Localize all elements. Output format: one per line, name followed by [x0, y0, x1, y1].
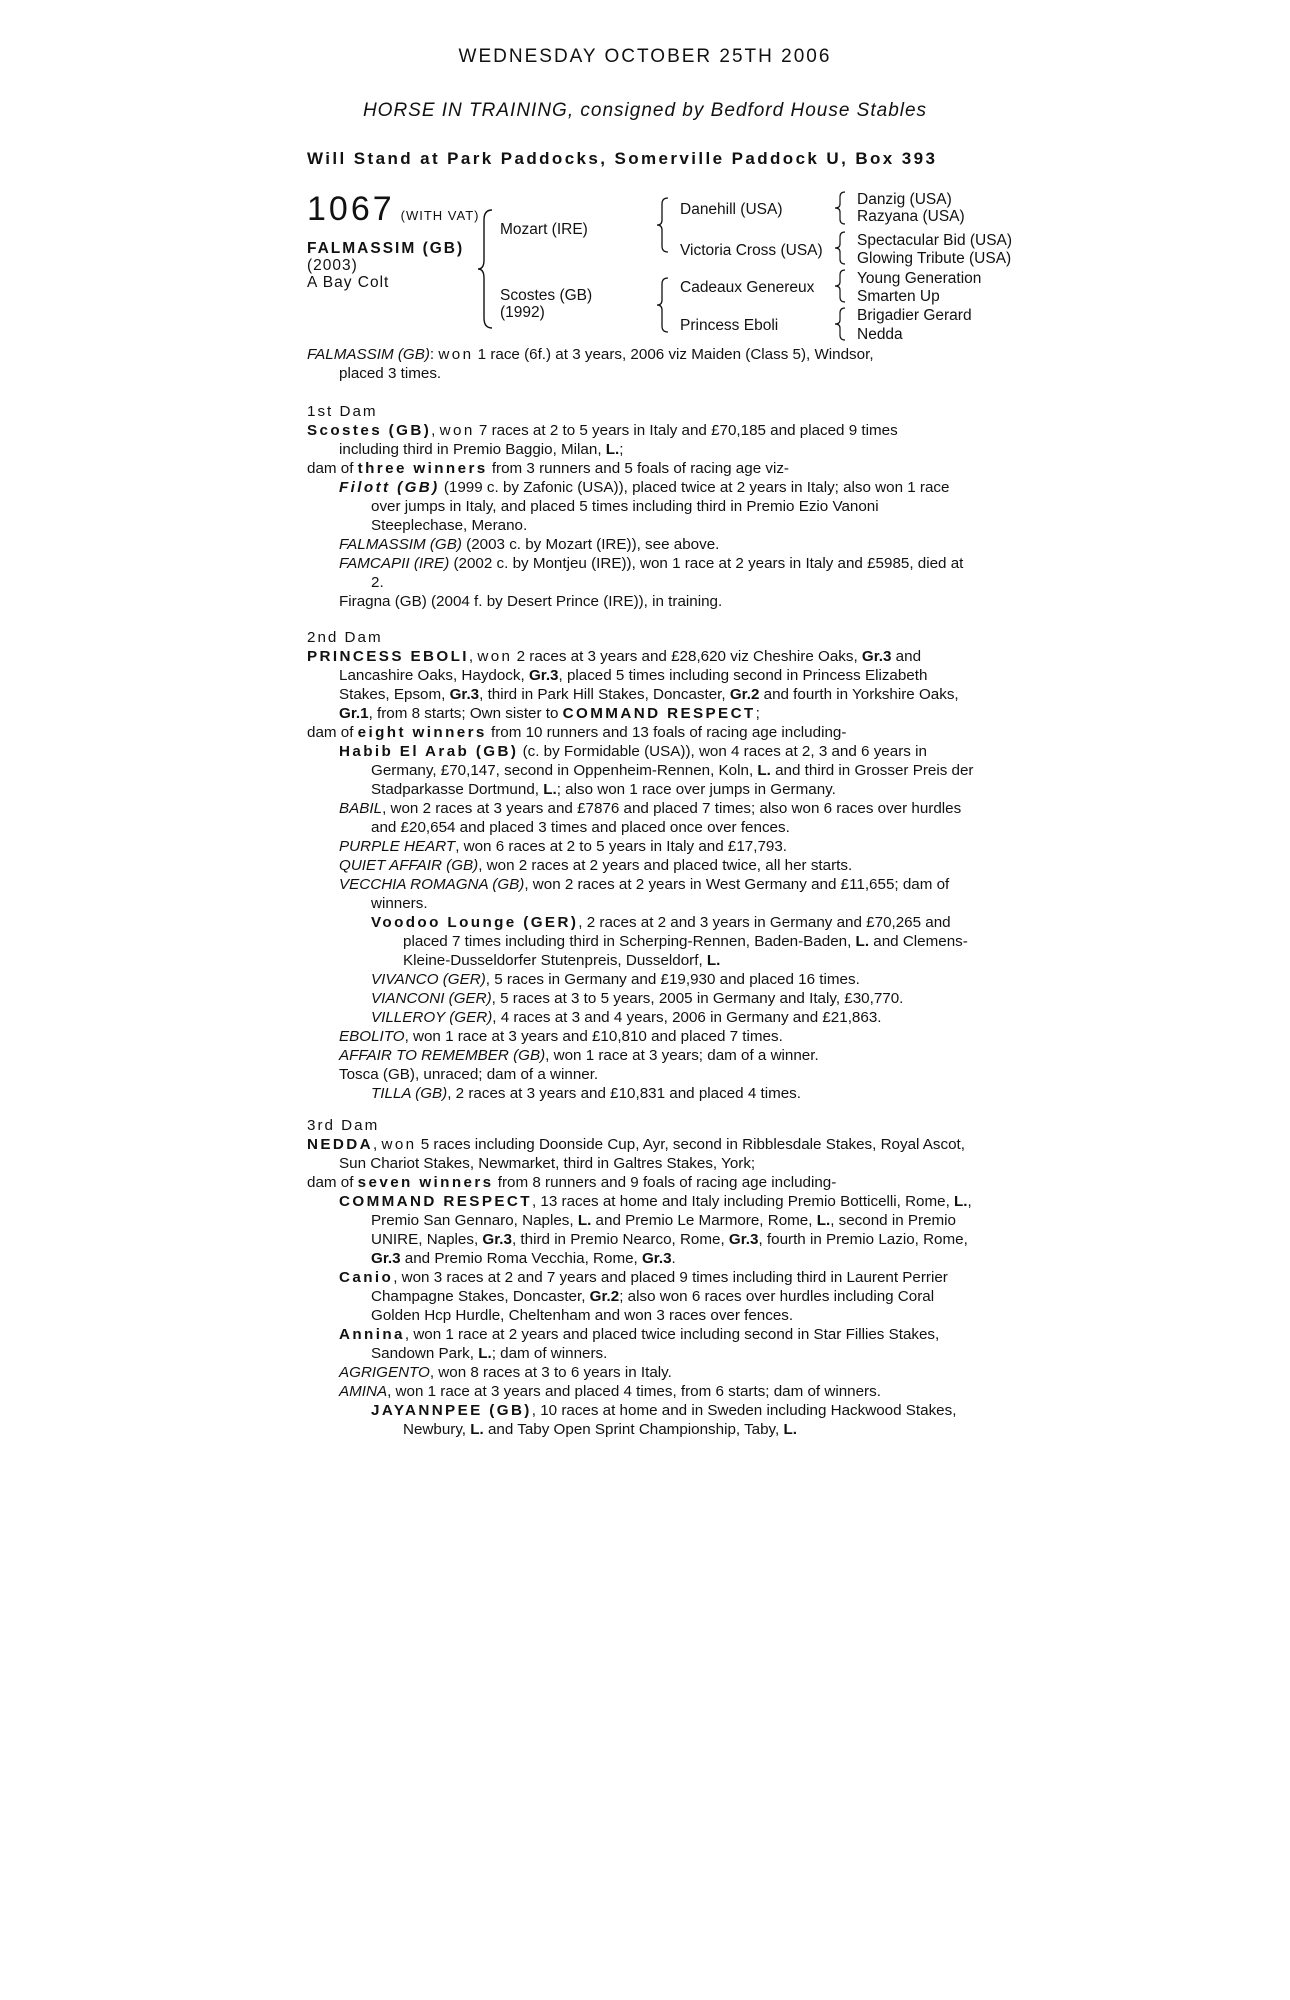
progeny-text: ; also won 6 races over hurdles including Coral Golden Hcp Hurdle, Cheltenham and won 3 races over fences.: [371, 1288, 935, 1324]
pedigree-brace-ds: [833, 268, 847, 304]
progeny-text: , won 8 races at 3 to 6 years in Italy.: [429, 1364, 672, 1381]
pedigree-sdd: Glowing Tribute (USA): [857, 250, 1012, 267]
progeny-text: , second in Premio UNIRE, Naples,: [371, 1212, 956, 1248]
dam-of-suffix: from 10 runners and 13 foals of racing age including-: [486, 724, 847, 741]
first-dam-name: Scostes (GB): [307, 422, 432, 439]
dam-of-prefix: dam of: [307, 460, 358, 477]
grade-mark: Gr.3: [371, 1250, 401, 1267]
progeny-text: , 13 races at home and Italy including Premio Botticelli, Rome,: [531, 1193, 955, 1210]
horse-name: FALMASSIM (GB): [307, 240, 465, 257]
lot-number: 1067: [307, 190, 395, 228]
dam-of-count: eight winners: [357, 724, 487, 741]
dam-text: , placed 5 times including second in Princess Elizabeth Stakes, Epsom,: [339, 667, 928, 703]
grade-mark: Gr.2: [729, 686, 760, 703]
horse-year: (2003): [307, 257, 358, 274]
progeny-name: EBOLITO: [339, 1028, 405, 1045]
progeny-text: and Premio Roma Vecchia, Rome,: [400, 1250, 642, 1267]
grand-progeny-text: , 2 races at 3 years and £10,831 and placed 4 times.: [447, 1085, 801, 1102]
progeny-text: , won 2 races at 2 years in West Germany and £11,655; dam of winners.: [371, 876, 950, 912]
listed-mark: L.: [855, 933, 870, 950]
progeny-text: , won 1 race at 3 years and placed 4 times, from 6 starts; dam of winners.: [387, 1383, 881, 1400]
dam-text: and Lancashire Oaks, Haydock,: [339, 648, 922, 684]
grand-progeny-text: , 5 races in Germany and £19,930 and placed 16 times.: [485, 971, 860, 988]
progeny-text: , won 2 races at 2 years and placed twice, all her starts.: [478, 857, 853, 874]
listed-mark: L.: [577, 1212, 592, 1229]
grade-mark: Gr.3: [482, 1231, 512, 1248]
progeny-name: VECCHIA ROMAGNA (GB): [339, 876, 525, 893]
progeny-text: , third in Premio Nearco, Rome,: [511, 1231, 729, 1248]
first-dam-text: 7 races at 2 to 5 years in Italy and £70,185 and placed 9 times: [474, 422, 898, 439]
pedigree-dss: Young Generation: [857, 270, 982, 287]
listed-mark: L.: [605, 441, 620, 458]
second-dam-heading: 2nd Dam: [307, 629, 383, 646]
horse-description: A Bay Colt: [307, 274, 390, 291]
dam-of-suffix: from 3 runners and 5 foals of racing age viz-: [487, 460, 789, 477]
dam-of-suffix: from 8 runners and 9 foals of racing age including-: [493, 1174, 837, 1191]
pedigree-dam-name: Scostes (GB): [500, 287, 593, 304]
grade-mark: Gr.3: [528, 667, 559, 684]
grand-progeny-text: , 2 races at 2 and 3 years in Germany and £70,265 and placed 7 times including third in Scherping-Rennen, Baden-Baden,: [403, 914, 951, 950]
horse-identity: [307, 240, 464, 291]
dam-of-prefix: dam of: [307, 724, 358, 741]
grade-mark: Gr.3: [641, 1250, 672, 1267]
listed-mark: L.: [706, 952, 721, 969]
progeny-entry: Tosca (GB), unraced; dam of a winner.: [339, 1066, 599, 1083]
summary-line1: 1 race (6f.) at 3 years, 2006 viz Maiden (Class 5), Windsor,: [473, 346, 874, 363]
progeny-name: AMINA: [339, 1383, 388, 1400]
progeny-text: , won 6 races at 2 to 5 years in Italy and £17,793.: [455, 838, 787, 855]
third-dam-section: 3rd Dam NEDDA, won 5 races including Doonside Cup, Ayr, second in Ribblesdale Stakes, Royal Ascot, Sun Chariot Stakes, Newmarket, third in Galtres Stakes, York; dam of seven winners from 8 runners and 9 foals of racing age including- COMMAND RESPECT, 13 races at home and Italy including Premio Botticelli, Rome, L., Premio San Gennaro, Naples, L. and Premio Le Marmore, Rome, L., second in Premio UNIRE, Naples, Gr.3, third in Premio Nearco, Rome, Gr.3, fourth in Premio Lazio, Rome, Gr.3 and Premio Roma Vecchia, Rome, Gr.3. Canio, won 3 races at 2 and 7 years and placed 9 times including third in Laurent Perrier Champagne Stakes, Doncaster, Gr.2; also won 6 races over hurdles including Coral Golden Hcp Hurdle, Cheltenham and won 3 races over fences. Annina, won 1 race at 2 years and placed twice including second in Star Fillies Stakes, Sandown Park, L.; dam of winners. AGRIGENTO, won 8 races at 3 to 6 years in Italy. AMINA, won 1 race at 3 years and placed 4 times, from 6 starts; dam of winners. JAYANNPEE (GB), 10 races at home and in Sweden including Hackwood Stakes, Newbury, L. and Taby Open Sprint Championship, Taby, L.: [307, 1116, 975, 1439]
progeny-name: Habib El Arab (GB): [339, 743, 519, 760]
grand-progeny-text: , 10 races at home and in Sweden including Hackwood Stakes, Newbury,: [403, 1402, 957, 1438]
progeny-text: and third in Grosser Preis der Stadparkasse Dortmund,: [371, 762, 974, 798]
pedigree-dsd: Smarten Up: [857, 288, 940, 305]
pedigree-dam-dam: Princess Eboli: [680, 317, 779, 334]
consignment-line: HORSE IN TRAINING, consigned by Bedford House Stables: [362, 100, 928, 121]
sister-name: COMMAND RESPECT: [562, 705, 756, 722]
first-dam-section: 1st Dam Scostes (GB), won 7 races at 2 to 5 years in Italy and £70,185 and placed 9 times including third in Premio Baggio, Milan, L.; dam of three winners from 3 runners and 5 foals of racing age viz- Filott (GB) (1999 c. by Zafonic (USA)), placed twice at 2 years in Italy; also won 1 race over jumps in Italy, and placed 5 times including third in Premio Ezio Vanoni Steeplechase, Merano. FALMASSIM (GB) (2003 c. by Mozart (IRE)), see above. FAMCAPII (IRE) (2002 c. by Montjeu (IRE)), won 1 race at 2 years in Italy and £5985, died at 2. Firagna (GB) (2004 f. by Desert Prince (IRE)), in training.: [307, 402, 975, 611]
grand-progeny-name: VIANCONI (GER): [371, 990, 492, 1007]
pedigree-dam: [500, 287, 592, 321]
pedigree-dds: Brigadier Gerard: [857, 307, 972, 324]
second-dam-section: 2nd Dam PRINCESS EBOLI, won 2 races at 3 years and £28,620 viz Cheshire Oaks, Gr.3 and Lancashire Oaks, Haydock, Gr.3, placed 5 times including second in Princess Elizabeth Stakes, Epsom, Gr.3, third in Park Hill Stakes, Doncaster, Gr.2 and fourth in Yorkshire Oaks, Gr.1, from 8 starts; Own sister to COMMAND RESPECT; dam of eight winners from 10 runners and 13 foals of racing age including- Habib El Arab (GB) (c. by Formidable (USA)), won 4 races at 2, 3 and 6 years in Germany, £70,147, second in Oppenheim-Rennen, Koln, L. and third in Grosser Preis der Stadparkasse Dortmund, L.; also won 1 race over jumps in Germany. BABIL, won 2 races at 3 years and £7876 and placed 7 times; also won 6 races over hurdles and £20,654 and placed 3 times and placed once over fences. PURPLE HEART, won 6 races at 2 to 5 years in Italy and £17,793. QUIET AFFAIR (GB), won 2 races at 2 years and placed twice, all her starts. VECCHIA ROMAGNA (GB), won 2 races at 2 years in West Germany and £11,655; dam of winners. Voodoo Lounge (GER), 2 races at 2 and 3 years in Germany and £70,265 and placed 7 times including third in Scherping-Rennen, Baden-Baden, L. and Clemens-Kleine-Dusseldorfer Stutenpreis, Dusseldorf, L. VIVANCO (GER), 5 races in Germany and £19,930 and placed 16 times. VIANCONI (GER), 5 races at 3 to 5 years, 2005 in Germany and Italy, £30,770. VILLEROY (GER), 4 races at 3 and 4 years, 2006 in Germany and £21,863. EBOLITO, won 1 race at 3 years and £10,810 and placed 7 times. AFFAIR TO REMEMBER (GB), won 1 race at 3 years; dam of a winner. Tosca (GB), unraced; dam of a winner. TILLA (GB), 2 races at 3 years and £10,831 and placed 4 times.: [307, 629, 974, 1102]
pedigree-sire-sire: Danehill (USA): [680, 201, 783, 218]
third-dam-heading: 3rd Dam: [307, 1117, 380, 1134]
grand-progeny-text: , 4 races at 3 and 4 years, 2006 in Germany and £21,863.: [492, 1009, 882, 1026]
listed-mark: L.: [816, 1212, 831, 1229]
pedigree-sire-dam: Victoria Cross (USA): [680, 242, 823, 259]
progeny-text: , won 3 races at 2 and 7 years and placed 9 times including third in Laurent Perrier Champagne Stakes, Doncaster,: [371, 1269, 948, 1305]
summary-horse-name: FALMASSIM (GB): [307, 346, 430, 363]
dam-text: , from 8 starts; Own sister to: [368, 705, 563, 722]
vat-note: (WITH VAT): [400, 208, 480, 223]
dam-text: 5 races including Doonside Cup, Ayr, second in Ribblesdale Stakes, Royal Ascot, Sun Chariot Stakes, Newmarket, third in Galtres Stakes, York;: [339, 1136, 965, 1172]
progeny-name: Filott (GB): [339, 479, 440, 496]
grand-progeny-text: , 5 races at 3 to 5 years, 2005 in Germany and Italy, £30,770.: [491, 990, 904, 1007]
progeny-text: (2003 c. by Mozart (IRE)), see above.: [461, 536, 720, 553]
grand-progeny-name: VILLEROY (GER): [371, 1009, 493, 1026]
grade-mark: Gr.3: [449, 686, 480, 703]
summary-line2: placed 3 times.: [339, 365, 442, 382]
second-dam-won: won: [477, 648, 513, 665]
progeny-name: FALMASSIM (GB): [339, 536, 462, 553]
sale-date: WEDNESDAY OCTOBER 25TH 2006: [458, 46, 832, 67]
third-dam-won: won: [381, 1136, 417, 1153]
progeny-name: PURPLE HEART: [339, 838, 456, 855]
progeny-name: QUIET AFFAIR (GB): [339, 857, 479, 874]
listed-mark: L.: [470, 1421, 484, 1438]
listed-mark: L.: [478, 1345, 492, 1362]
progeny-text: , won 2 races at 3 years and £7876 and placed 7 times; also won 6 races over hurdles and £20,654 and placed 3 times and placed once over fences.: [371, 800, 962, 836]
dam-text: , third in Park Hill Stakes, Doncaster,: [479, 686, 730, 703]
progeny-name: Annina: [339, 1326, 405, 1343]
pedigree-brace-sd: [833, 230, 847, 266]
dam-text: 2 races at 3 years and £28,620 viz Cheshire Oaks,: [512, 648, 862, 665]
grade-mark: Gr.1: [339, 705, 369, 722]
pedigree-brace-dam: [656, 276, 670, 334]
dam-text: and fourth in Yorkshire Oaks,: [759, 686, 959, 703]
grade-mark: Gr.3: [861, 648, 892, 665]
pedigree-ddd: Nedda: [857, 326, 903, 343]
dam-of-prefix: dam of: [307, 1174, 358, 1191]
listed-mark: L.: [757, 762, 771, 779]
pedigree-sire: Mozart (IRE): [500, 221, 588, 238]
pedigree-sds: Spectacular Bid (USA): [857, 232, 1013, 249]
progeny-text: (2002 c. by Montjeu (IRE)), won 1 race at 2 years in Italy and £5985, died at 2.: [371, 555, 964, 591]
first-dam-text3: ;: [619, 441, 624, 458]
grand-progeny-text: and Clemens-Kleine-Dusseldorfer Stutenpreis, Dusseldorf,: [403, 933, 968, 969]
listed-mark: L.: [783, 1421, 797, 1438]
progeny-name: AGRIGENTO: [339, 1364, 430, 1381]
progeny-text: (1999 c. by Zafonic (USA)), placed twice at 2 years in Italy; also won 1 race over jumps in Italy, and placed 5 times including third in Premio Ezio Vanoni Steeplechase, Merano.: [371, 479, 950, 534]
second-dam-name: PRINCESS EBOLI: [307, 648, 469, 665]
grade-mark: Gr.3: [728, 1231, 759, 1248]
progeny-name: Canio: [339, 1269, 394, 1286]
grand-progeny-name: VIVANCO (GER): [371, 971, 486, 988]
pedigree-ssd: Razyana (USA): [857, 208, 965, 225]
listed-mark: L.: [954, 1193, 968, 1210]
progeny-name: FAMCAPII (IRE): [339, 555, 450, 572]
progeny-name: BABIL: [339, 800, 383, 817]
dam-text: ;: [755, 705, 760, 722]
pedigree-dam-year: (1992): [500, 304, 545, 321]
progeny-name: AFFAIR TO REMEMBER (GB): [339, 1047, 546, 1064]
dam-of-count: seven winners: [357, 1174, 494, 1191]
progeny-text: , won 1 race at 3 years; dam of a winner.: [545, 1047, 819, 1064]
pedigree-brace-dd: [833, 306, 847, 342]
pedigree-brace-sire: [656, 196, 670, 254]
progeny-text: ; also won 1 race over jumps in Germany.: [556, 781, 836, 798]
pedigree-dam-sire: Cadeaux Genereux: [680, 279, 815, 296]
first-dam-text2: including third in Premio Baggio, Milan,: [339, 441, 606, 458]
grade-mark: Gr.2: [589, 1288, 620, 1305]
race-summary: FALMASSIM (GB): won 1 race (6f.) at 3 years, 2006 viz Maiden (Class 5), Windsor, placed 3 times.: [307, 345, 975, 383]
pedigree-sss: Danzig (USA): [857, 191, 952, 208]
progeny-text: , Premio San Gennaro, Naples,: [371, 1193, 972, 1229]
grand-progeny-name: Voodoo Lounge (GER): [371, 914, 579, 931]
grand-progeny-text: and Taby Open Sprint Championship, Taby,: [483, 1421, 784, 1438]
progeny-text: .: [671, 1250, 676, 1267]
progeny-text: ; dam of winners.: [491, 1345, 608, 1362]
pedigree-brace-1: [476, 208, 496, 330]
third-dam-name: NEDDA: [307, 1136, 374, 1153]
progeny-text: and Premio Le Marmore, Rome,: [591, 1212, 817, 1229]
pedigree-brace-ss: [833, 190, 847, 226]
progeny-text: (c. by Formidable (USA)), won 4 races at 2, 3 and 6 years in Germany, £70,147, second in Oppenheim-Rennen, Koln,: [371, 743, 927, 779]
summary-won: won: [438, 346, 474, 363]
lot-number-block: [307, 190, 479, 229]
stand-location: Will Stand at Park Paddocks, Somerville Paddock U, Box 393: [307, 149, 938, 168]
progeny-text: , won 1 race at 3 years and £10,810 and placed 7 times.: [404, 1028, 783, 1045]
grand-progeny-name: TILLA (GB): [371, 1085, 448, 1102]
progeny-text: , fourth in Premio Lazio, Rome,: [758, 1231, 968, 1248]
progeny-text: , won 1 race at 2 years and placed twice including second in Star Fillies Stakes, Sandown Park,: [371, 1326, 940, 1362]
grand-progeny-name: JAYANNPEE (GB): [371, 1402, 532, 1419]
listed-mark: L.: [543, 781, 557, 798]
dam-of-count: three winners: [357, 460, 488, 477]
progeny-entry: Firagna (GB) (2004 f. by Desert Prince (IRE)), in training.: [339, 593, 723, 610]
first-dam-heading: 1st Dam: [307, 403, 378, 420]
first-dam-won: won: [439, 422, 475, 439]
progeny-name: COMMAND RESPECT: [339, 1193, 532, 1210]
